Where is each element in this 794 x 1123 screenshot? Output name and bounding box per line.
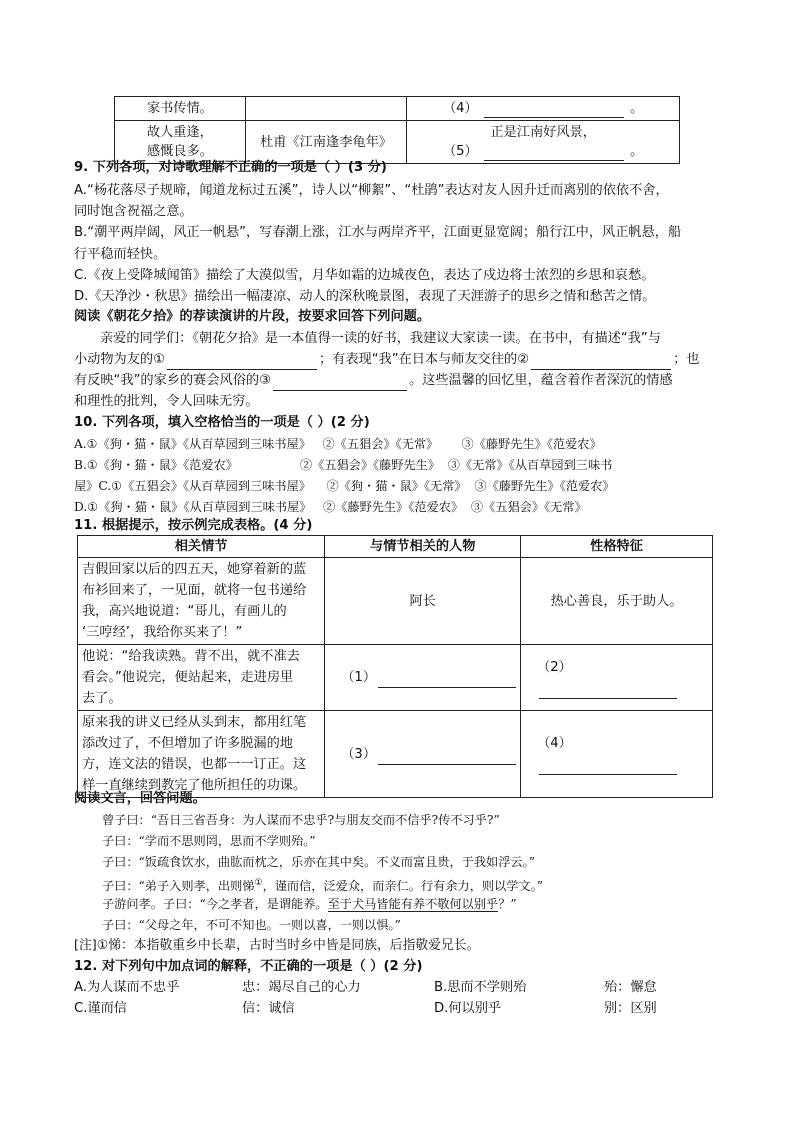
- passage-text: 小动物为友的①: [74, 352, 165, 367]
- question-11-title: 11. 根据提示，按示例完成表格。(4 分): [74, 518, 313, 533]
- classical-line: [102, 873, 752, 896]
- classical-intro: 阅读文言，回答问题。: [74, 791, 206, 806]
- punctuation: 。: [630, 144, 644, 159]
- plot-line: 我，高兴地说道：“哥儿，有画儿的: [82, 604, 287, 619]
- table-cell: 家书传情。: [115, 97, 246, 121]
- classical-line: 子曰：“学而不思则罔，思而不学则殆。”: [102, 834, 316, 848]
- cell-line: 感慨良多。: [146, 144, 213, 159]
- answer-blank-person-1[interactable]: [378, 673, 516, 688]
- passage-text: ；也: [673, 352, 700, 367]
- cell-line: 故人重逢，: [146, 125, 213, 140]
- answer-blank-3[interactable]: [273, 376, 407, 391]
- answer-cell: [521, 645, 713, 711]
- table-row: [78, 558, 713, 645]
- plot-line: 样一直继续到教完了他所担任的功课。: [82, 778, 307, 793]
- answer-blank-4[interactable]: [484, 103, 624, 118]
- passage-line: 和理性的批判，令人回味无穷。: [74, 394, 259, 409]
- answer-blank-person-3[interactable]: [378, 750, 516, 765]
- plot-table: [77, 535, 713, 798]
- reading-intro: 阅读《朝花夕拾》的荐读演讲的片段，按要求回答下列问题。: [74, 309, 431, 324]
- answer-blank-1[interactable]: [167, 355, 317, 370]
- passage-text: ；有表现“我”在日本与师友交往的②: [318, 352, 530, 367]
- table-header-row: [78, 536, 713, 558]
- option-a-line-2: 同时饱含祝福之意。: [74, 204, 193, 219]
- plot-line: 布衫回来了，一见面，就将一包书递给: [82, 583, 307, 598]
- plot-cell: [78, 558, 325, 645]
- option-b-definition: 殆：懈怠: [604, 980, 657, 995]
- classical-text: 子游问孝。子曰：“今之孝者，是谓能养。: [102, 897, 328, 911]
- trait-cell: 热心善良，乐于助人。: [521, 558, 713, 645]
- option-a: A.①《狗・猫・鼠》《从百草园到三味书屋》 ②《五猖会》《无常》 ③《藤野先生》《范爱农》: [74, 437, 602, 451]
- classical-line: [102, 894, 752, 914]
- option-c-definition: 信：诚信: [242, 1001, 295, 1016]
- table-row: [115, 97, 680, 121]
- classical-text: ，谨而信，泛爱众，而亲仁。行有余力，则以学文。”: [262, 879, 544, 894]
- option-d: D.①《狗・猫・鼠》《从百草园到三味书屋》 ②《藤野先生》《范爱农》 ③《五猖会》《无常》: [74, 500, 587, 514]
- answer-blank-trait-2[interactable]: [539, 684, 677, 699]
- table-cell: 杜甫《江南逢李龟年》: [245, 121, 407, 164]
- column-header: 性格特征: [521, 536, 713, 558]
- blank-label: （5）: [442, 144, 478, 159]
- column-header: 与情节相关的人物: [325, 536, 521, 558]
- footnote: [注]①悌：本指敬重乡中长辈，古时当时乡中皆是同族，后指敬爱兄长。: [74, 938, 480, 953]
- option-b-line-2: 行平稳而轻快。: [74, 247, 167, 262]
- answer-blank-trait-4[interactable]: [539, 760, 677, 775]
- question-12-title: 12. 对下列句中加点词的解释，不正确的一项是（ ）(2 分): [74, 959, 423, 974]
- classical-text: 子曰：“弟子入则孝，出则悌: [102, 879, 255, 894]
- underlined-sentence: 至于犬马皆能有养不敬何以别乎: [327, 897, 499, 911]
- classical-line: 子曰：“父母之年，不可不知也。一则以喜，一则以惧。”: [102, 918, 401, 932]
- classical-text: ？”: [498, 897, 517, 911]
- plot-line: 他说：“给我读熟。背不出，就不准去: [82, 649, 300, 664]
- plot-line: 吉假回家以后的四五天，她穿着新的蓝: [82, 562, 307, 577]
- option-d-definition: 别：区别: [604, 1001, 657, 1016]
- punctuation: 。: [630, 101, 644, 116]
- option-d: D.《天净沙・秋思》描绘出一幅凄凉、动人的深秋晚景图，表现了天涯游子的思乡之情和愁苦之情。: [74, 289, 656, 304]
- classical-line: 曾子曰：“吾日三省吾身：为人谋而不忠乎?与朋友交而不信乎?传不习乎?”: [102, 813, 500, 827]
- passage-text: 。这些温馨的回忆里，蕴含着作者深沉的情感: [408, 373, 673, 388]
- poem-table: [114, 96, 680, 164]
- plot-line: 看会。”他说完，便站起来，走进房里: [82, 670, 294, 685]
- plot-line: 去了。: [82, 691, 122, 706]
- cell-line: 正是江南好风景，: [490, 125, 596, 140]
- option-b: B.①《狗・猫・鼠》《范爱农》 ②《五猖会》《藤野先生》 ③《无常》《从百草园到三味书: [74, 458, 613, 472]
- blank-label: （4）: [442, 101, 478, 116]
- option-a-line-1: A.“杨花落尽子规啼，闻道龙标过五溪”，诗人以“柳絮”、“杜鹃”表达对友人因升迁而离别的依依不舍，: [74, 183, 669, 198]
- option-d-text: D.何以别乎: [434, 1001, 502, 1016]
- blank-label: （4）: [537, 736, 572, 751]
- passage-text: 有反映“我”的家乡的赛会风俗的③: [74, 373, 271, 388]
- blank-label: （1）: [341, 670, 377, 685]
- option-a-text: A.为人谋而不忠乎: [74, 980, 180, 995]
- option-a-definition: 忠：竭尽自己的心力: [242, 980, 361, 995]
- answer-cell: [325, 645, 521, 711]
- passage-line: [74, 350, 724, 370]
- option-c-text: C.谨而信: [74, 1001, 127, 1016]
- blank-label: （3）: [341, 746, 377, 762]
- table-cell: [245, 97, 407, 121]
- table-cell: [407, 97, 680, 121]
- option-c: C.《夜上受降城闻笛》描绘了大漠似雪，月华如霜的边城夜色，表达了戍边将士浓烈的乡思和哀愁。: [74, 268, 655, 283]
- option-b-line-1: B.“潮平两岸阔，风正一帆悬”，写春潮上涨，江水与两岸齐平，江面更显宽阔；船行江中，风正帆悬，船: [74, 225, 682, 240]
- plot-cell: [78, 711, 325, 798]
- passage-line: 亲爱的同学们：《朝花夕拾》是一本值得一读的好书，我建议大家读一读。在书中，有描述“我”与: [100, 331, 661, 346]
- option-c: 屋》C.①《五猖会》《从百草园到三味书屋》 ②《狗・猫・鼠》《无常》 ③《藤野先生》《范爱农》: [74, 479, 615, 493]
- table-row: [78, 711, 713, 798]
- footnote-marker: ①: [254, 878, 263, 888]
- answer-blank-2[interactable]: [531, 355, 671, 370]
- plot-line: 添改过了，不但增加了许多脱漏的地: [82, 736, 293, 751]
- answer-cell: [521, 711, 713, 798]
- plot-line: 原来我的讲义已经从头到末，都用红笔: [82, 715, 307, 730]
- question-10-title: 10. 下列各项，填入空格恰当的一项是（ ）(2 分): [74, 415, 370, 430]
- plot-line: 方，连文法的错误，也都一一订正。这: [82, 757, 307, 772]
- plot-line: ‘三哼经’，我给你买来了！”: [82, 625, 243, 640]
- answer-cell: [325, 711, 521, 798]
- classical-line: 子曰：“饭疏食饮水，曲肱而枕之，乐亦在其中矣。不义而富且贵，于我如浮云。”: [102, 855, 535, 869]
- column-header: 相关情节: [78, 536, 325, 558]
- option-b-text: B.思而不学则殆: [434, 980, 527, 995]
- blank-label: （2）: [537, 659, 572, 675]
- question-9-title: 9. 下列各项，对诗歌理解不正确的一项是（ ）(3 分): [74, 160, 387, 175]
- person-cell: 阿长: [325, 558, 521, 645]
- plot-cell: [78, 645, 325, 711]
- table-row: [78, 645, 713, 711]
- passage-line: [74, 371, 724, 391]
